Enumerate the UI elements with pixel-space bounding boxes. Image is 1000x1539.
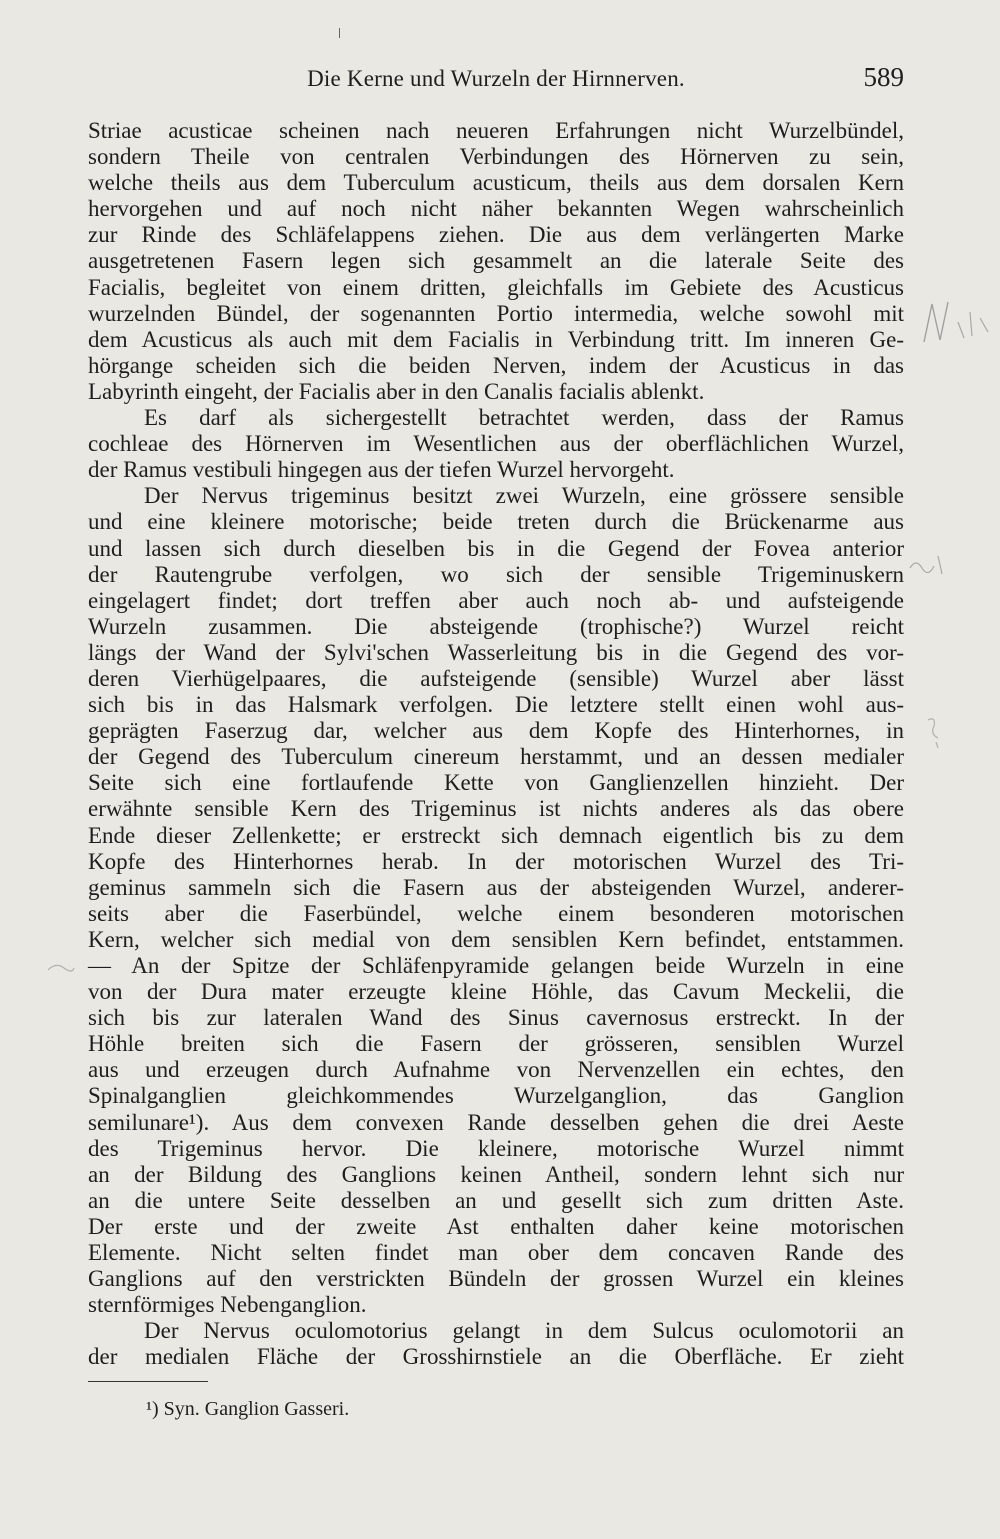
page-number: 589 <box>863 62 904 92</box>
text-line: und lassen sich durch dieselben bis in die Gegend der Fovea anterior <box>88 535 904 561</box>
pencil-annotation <box>918 292 998 352</box>
text-line: Der Nervus trigeminus besitzt zwei Wurzeln, eine grössere sensible <box>144 483 904 509</box>
text-line: sich bis in das Halsmark verfolgen. Die letztere stellt einen wohl aus- <box>88 692 904 718</box>
text-line: Striae acusticae scheinen nach neueren Erfahrungen nicht Wurzelbündel, <box>88 118 904 143</box>
text-line: — An der Spitze der Schläfenpyramide gelangen beide Wurzeln in eine <box>88 953 904 978</box>
text-line: der Gegend des Tuberculum cinereum herstammt, und an dessen medialer <box>88 744 904 770</box>
text-line: Ganglions auf den verstrickten Bündeln der grossen Wurzel ein kleines <box>88 1266 904 1292</box>
pencil-annotation <box>46 960 76 974</box>
pencil-annotation <box>906 548 966 578</box>
text-line: der Ramus vestibuli hingegen aus der tiefen Wurzel hervorgeht. <box>88 457 675 483</box>
text-line: Elemente. Nicht selten findet man ober dem concaven Rande des <box>88 1240 904 1266</box>
text-line: sondern Theile von centralen Verbindungen des Hörnerven zu sein, <box>88 144 904 170</box>
footnote: ¹) Syn. Ganglion Gasseri. <box>146 1398 350 1420</box>
text-line: längs der Wand der Sylvi'schen Wasserleitung bis in die Gegend des vor- <box>88 639 904 665</box>
running-title: Die Kerne und Wurzeln der Hirnnerven. <box>307 66 685 91</box>
text-line: sich bis zur lateralen Wand des Sinus cavernosus erstreckt. In der <box>88 1005 904 1031</box>
text-line: seits aber die Faserbündel, welche einem besonderen motorischen <box>88 900 904 926</box>
text-line: an der Bildung des Ganglions keinen Antheil, sondern lehnt sich nur <box>88 1161 904 1187</box>
text-line: und eine kleinere motorische; beide treten durch die Brückenarme aus <box>88 509 904 535</box>
text-line: Der erste und der zweite Ast enthalten daher keine motorischen <box>88 1213 904 1239</box>
text-line: Ende dieser Zellenkette; er erstreckt sich demnach eigentlich bis zu dem <box>88 822 904 848</box>
text-line: Höhle breiten sich die Fasern der grösseren, sensiblen Wurzel <box>88 1031 904 1057</box>
text-line: Kopfe des Hinterhornes herab. In der motorischen Wurzel des Tri- <box>88 848 904 874</box>
pencil-annotation <box>922 712 952 752</box>
text-line: sternförmiges Nebenganglion. <box>88 1292 367 1318</box>
scan-mark <box>339 28 340 38</box>
text-line: Es darf als sichergestellt betrachtet werden, dass der Ramus <box>144 405 904 431</box>
text-line: dem Acusticus als auch mit dem Facialis in Verbindung tritt. Im inneren Ge- <box>88 326 904 352</box>
text-line: geprägten Faserzug dar, welcher aus dem Kopfe des Hinterhornes, in <box>88 718 904 744</box>
text-line: Spinalganglien gleichkommendes Wurzelganglion, das Ganglion <box>88 1083 904 1109</box>
text-line: zur Rinde des Schläfelappens ziehen. Die aus dem verlängerten Marke <box>88 222 904 248</box>
text-line: eingelagert findet; dort treffen aber auch noch ab- und aufsteigende <box>88 587 904 613</box>
text-line: hörgange scheiden sich die beiden Nerven, indem der Acusticus in das <box>88 352 904 378</box>
text-line: Labyrinth eingeht, der Facialis aber in den Canalis facialis ablenkt. <box>88 378 705 404</box>
text-line: aus und erzeugen durch Aufnahme von Nervenzellen ein echtes, den <box>88 1057 904 1083</box>
text-line: an die untere Seite desselben an und gesellt sich zum dritten Aste. <box>88 1187 904 1213</box>
text-line: der Rautengrube verfolgen, wo sich der sensible Trigeminuskern <box>88 561 904 587</box>
text-line: hervorgehen und auf noch nicht näher bekannten Wegen wahrscheinlich <box>88 196 904 222</box>
text-line: ausgetretenen Fasern legen sich gesammelt an die laterale Seite des <box>88 248 904 274</box>
text-line: cochleae des Hörnerven im Wesentlichen aus der oberflächlichen Wurzel, <box>88 431 904 457</box>
footnote-rule <box>88 1381 208 1382</box>
text-line: geminus sammeln sich die Fasern aus der absteigenden Wurzel, anderer- <box>88 874 904 900</box>
text-line: welche theils aus dem Tuberculum acusticum, theils aus dem dorsalen Kern <box>88 170 904 196</box>
text-line: deren Vierhügelpaares, die aufsteigende (sensible) Wurzel aber lässt <box>88 665 904 691</box>
text-line: des Trigeminus hervor. Die kleinere, motorische Wurzel nimmt <box>88 1135 904 1161</box>
running-head <box>88 62 904 102</box>
text-line: Seite sich eine fortlaufende Kette von Ganglienzellen hinzieht. Der <box>88 770 904 796</box>
text-line: erwähnte sensible Kern des Trigeminus ist nichts anderes als das obere <box>88 796 904 822</box>
text-line: der medialen Fläche der Grosshirnstiele an die Oberfläche. Er zieht <box>88 1344 904 1370</box>
text-line: semilunare¹). Aus dem convexen Rande desselben gehen die drei Aeste <box>88 1109 904 1135</box>
text-line: Wurzeln zusammen. Die absteigende (trophische?) Wurzel reicht <box>88 613 904 639</box>
text-line: Facialis, begleitet von einem dritten, gleichfalls im Gebiete des Acusticus <box>88 274 904 300</box>
text-line: wurzelnden Bündel, der sogenannten Portio intermedia, welche sowohl mit <box>88 300 904 326</box>
body-text <box>88 118 904 1371</box>
text-line: von der Dura mater erzeugte kleine Höhle, das Cavum Meckelii, die <box>88 979 904 1005</box>
text-line: Der Nervus oculomotorius gelangt in dem Sulcus oculomotorii an <box>144 1318 904 1344</box>
text-line: Kern, welcher sich medial von dem sensiblen Kern befindet, entstammen. <box>88 926 904 952</box>
